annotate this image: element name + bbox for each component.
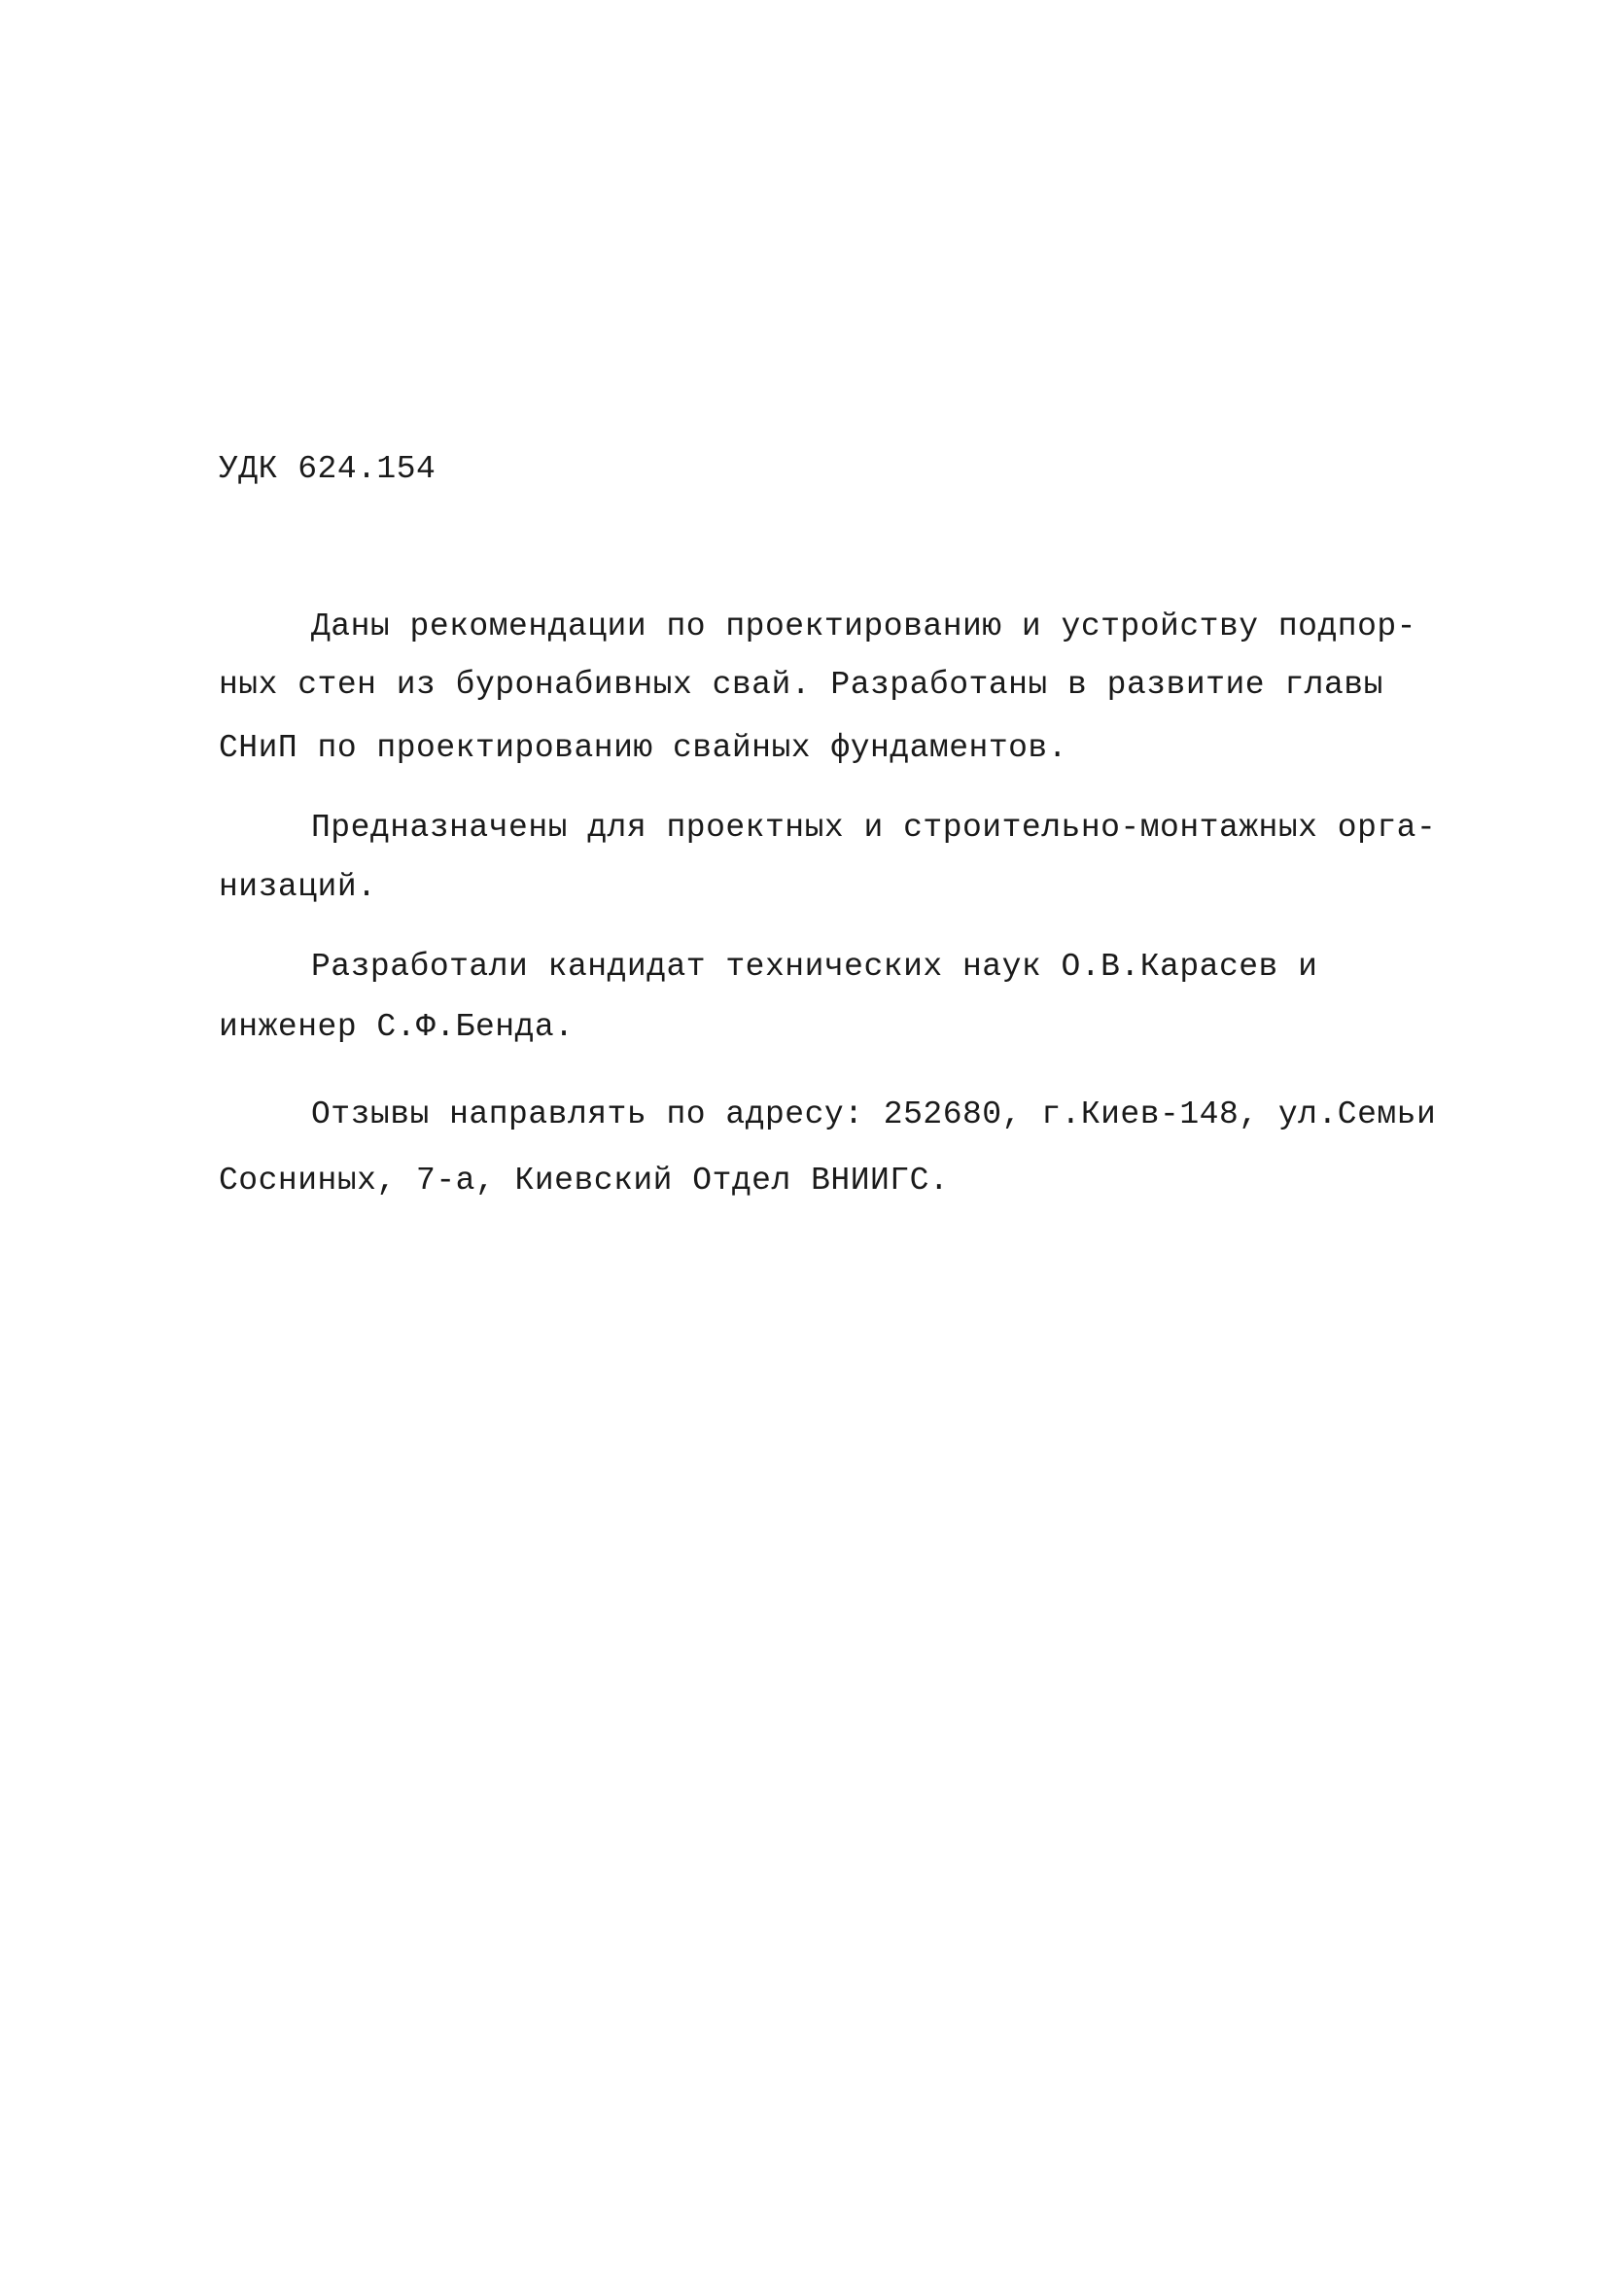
paragraph-line: Даны рекомендации по проектированию и устройству подпор- bbox=[311, 609, 1416, 644]
paragraph-line: низаций. bbox=[219, 869, 377, 905]
paragraph-line: Предназначены для проектных и строительно-монтажных орга- bbox=[311, 810, 1437, 846]
paragraph-line: Разработали кандидат технических наук О.В.Карасев и bbox=[311, 949, 1318, 985]
paragraph-line: СНиП по проектированию свайных фундаментов. bbox=[219, 730, 1068, 766]
udk-code: УДК 624.154 bbox=[219, 451, 437, 487]
paragraph-line: Сосниных, 7-а, Киевский Отдел ВНИИГС. bbox=[219, 1163, 950, 1199]
paragraph-line: инженер С.Ф.Бенда. bbox=[219, 1009, 575, 1045]
paragraph-line: ных стен из буронабивных свай. Разработаны в развитие главы bbox=[219, 667, 1383, 703]
paragraph-line: Отзывы направлять по адресу: 252680, г.Киев-148, ул.Семьи bbox=[311, 1096, 1437, 1132]
